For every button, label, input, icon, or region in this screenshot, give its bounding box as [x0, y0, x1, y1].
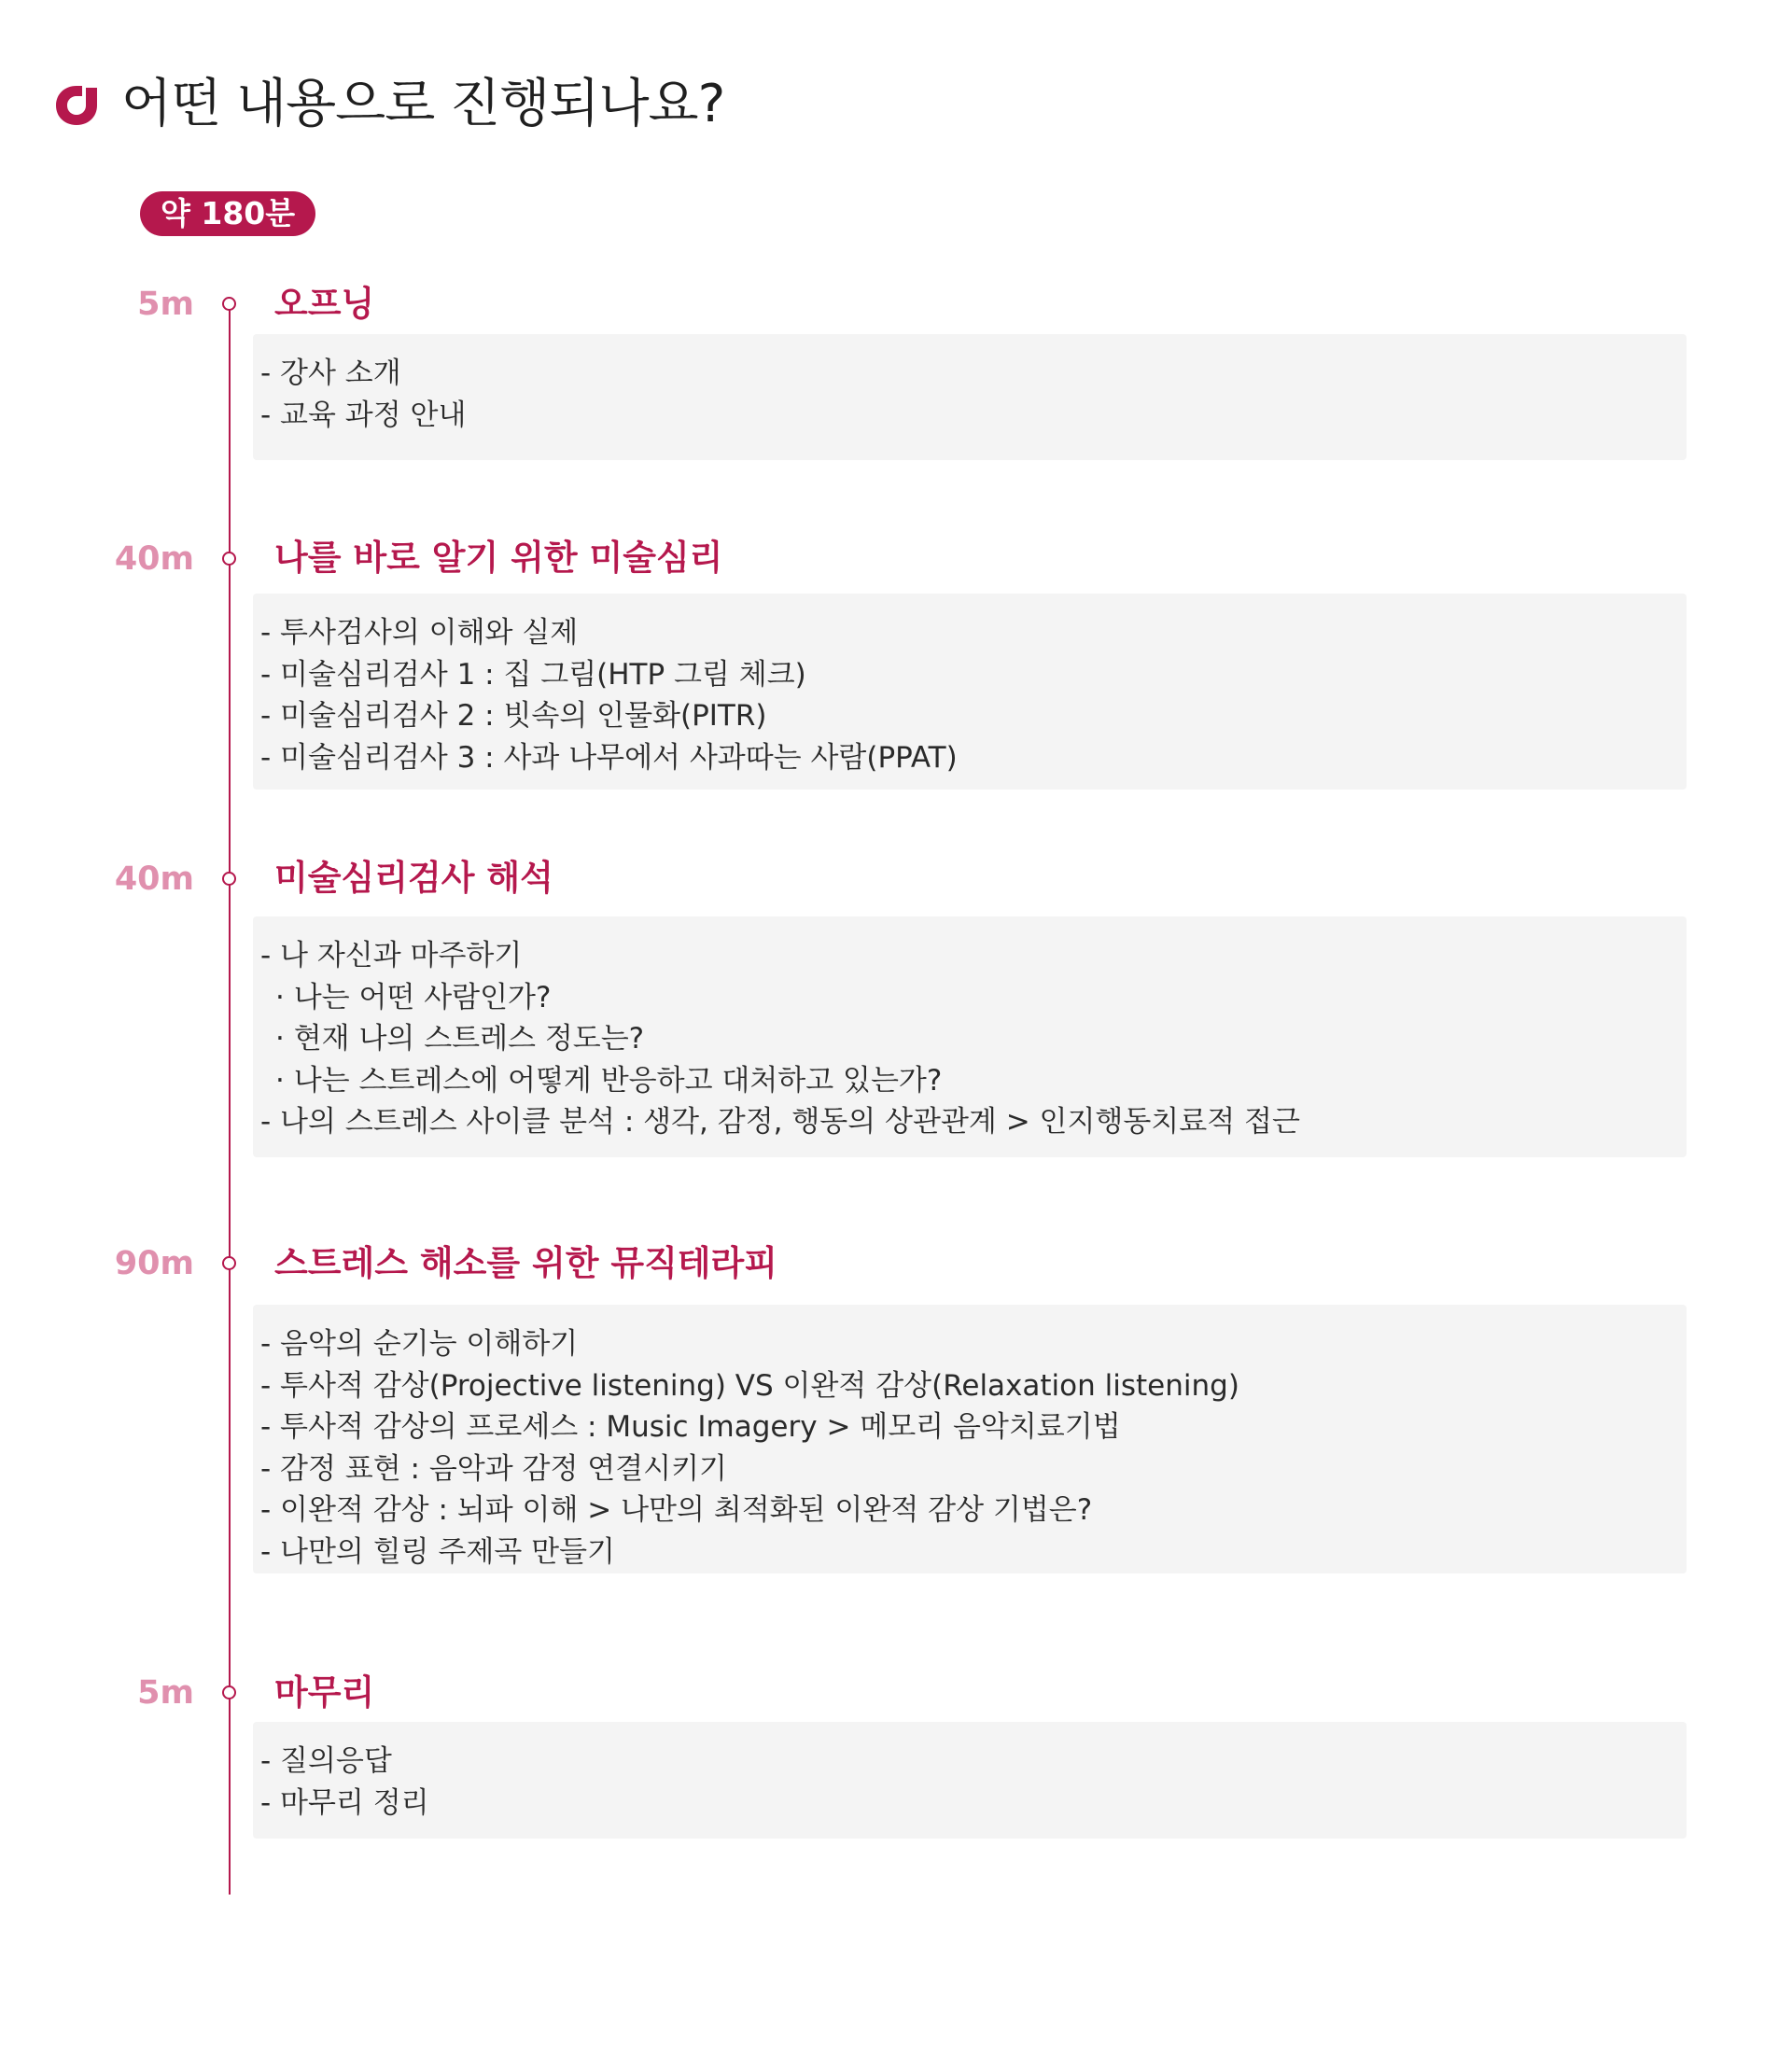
list-item: - 교육 과정 안내 [260, 398, 467, 432]
duration-badge: 약 180분 [140, 191, 315, 236]
list-item: · 현재 나의 스트레스 정도는? [275, 1022, 645, 1056]
timeline-node-dot [222, 297, 236, 311]
list-item: - 투사검사의 이해와 실제 [260, 616, 579, 650]
brand-ring-icon [50, 78, 103, 131]
section-content-box [253, 594, 1687, 790]
section-content-box [253, 1722, 1687, 1839]
time-label: 5m [137, 286, 194, 323]
list-item: - 강사 소개 [260, 357, 401, 390]
section-title: 미술심리검사 해석 [274, 858, 553, 898]
list-item: - 투사적 감상(Projective listening) VS 이완적 감상(Relaxation listening) [260, 1368, 1239, 1403]
list-item: - 미술심리검사 2 : 빗속의 인물화(PITR) [260, 699, 767, 733]
section-title: 나를 바로 알기 위한 미술심리 [274, 538, 723, 578]
section-title: 스트레스 해소를 위한 뮤직테라피 [274, 1243, 778, 1283]
page-title: 어떤 내용으로 진행되나요? [121, 74, 725, 134]
timeline-node-dot [222, 872, 236, 886]
timeline-node-dot [222, 1256, 236, 1270]
time-label: 40m [114, 540, 194, 578]
section-title: 마무리 [274, 1672, 375, 1713]
list-item: - 나만의 힐링 주제곡 만들기 [260, 1534, 616, 1569]
list-item: - 투사적 감상의 프로세스 : Music Imagery > 메모리 음악치료기법 [260, 1410, 1121, 1444]
list-item: - 감정 표현 : 음악과 감정 연결시키기 [260, 1451, 727, 1486]
list-item: - 나의 스트레스 사이클 분석 : 생각, 감정, 행동의 상관관계 > 인지행동치료적 접근 [260, 1105, 1300, 1139]
section-content-box [253, 334, 1687, 460]
list-item: - 미술심리검사 3 : 사과 나무에서 사과따는 사람(PPAT) [260, 740, 958, 775]
section-title: 오프닝 [274, 284, 375, 324]
list-item: - 질의응답 [260, 1744, 392, 1778]
timeline-line [229, 304, 231, 1895]
section-content-box [253, 1305, 1687, 1573]
list-item: · 나는 어떤 사람인가? [275, 980, 552, 1014]
list-item: - 음악의 순기능 이해하기 [260, 1327, 579, 1361]
list-item: - 나 자신과 마주하기 [260, 939, 523, 972]
list-item: - 미술심리검사 1 : 집 그림(HTP 그림 체크) [260, 657, 806, 692]
time-label: 5m [137, 1674, 194, 1712]
page-header [50, 67, 724, 142]
timeline-node-dot [222, 1685, 236, 1699]
list-item: - 이완적 감상 : 뇌파 이해 > 나만의 최적화된 이완적 감상 기법은? [260, 1493, 1093, 1527]
list-item: · 나는 스트레스에 어떻게 반응하고 대처하고 있는가? [275, 1063, 943, 1098]
time-label: 90m [114, 1245, 194, 1282]
timeline-node-dot [222, 552, 236, 566]
list-item: - 마무리 정리 [260, 1785, 429, 1820]
time-label: 40m [114, 860, 194, 898]
section-content-box [253, 916, 1687, 1157]
